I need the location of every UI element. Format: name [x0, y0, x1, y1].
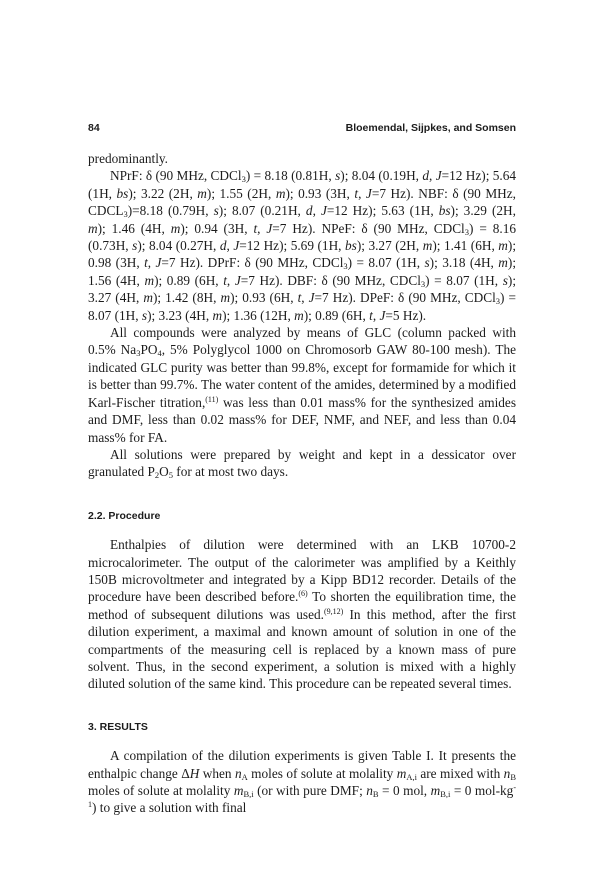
section-heading-results: 3. RESULTS	[88, 720, 148, 733]
page-body	[88, 150, 516, 817]
page-number: 84	[88, 122, 100, 134]
paragraph-nmr-data: NPrF: δ (90 MHz, CDCl$_3$) = 8.18 (0.81H, s); 8.04 (0.19H, d, J=12 Hz); 5.64 (1H, bs); 3.22 (2H, m); 1.55 (2H, m); 0.93 (3H, t, J=7 Hz). NBF: δ (90 MHz, $CDCL_3)=8.18$ (0.79H, s); 8.07 (0.21H, d, J=12 Hz); 5.63 (1H, bs); 3.29 (2H, m); 1.46 (4H, m); 0.94 (3H, t, J=7 Hz). NPeF: δ (90 MHz, CDCl$_3$) = 8.16 (0.73H, s); 8.04 (0.27H, d, J=12 Hz); 5.69 (1H, bs); 3.27 (2H, m); 1.41 (6H, m); 0.98 (3H, t, J=7 Hz). DPrF: δ (90 MHz, CDCl$_3$) = 8.07 (1H, s); 3.18 (4H, m); 1.56 (4H, m); 0.89 (6H, t, J=7 Hz). DBF: δ (90 MHz, CDCl$_3$) = 8.07 (1H, s); 3.27 (4H, m); 1.42 (8H, m); 0.93 (6H, t, J=7 Hz). DPeF: δ (90 MHz, CDCl$_3$) = 8.07 (1H, s); 3.23 (4H, m); 1.36 (12H, m); 0.89 (6H, t, J=5 Hz).	[88, 168, 517, 323]
paragraph-solutions: All solutions were prepared by weight and kept in a dessicator over granulated $P_2O_5$ for at most two days.	[88, 446, 516, 481]
paragraph-results: A compilation of the dilution experiments is given Table I. It presents the enthalpic change ΔH when $n_A$ moles of solute at molality $m_{A,i}$ are mixed with $n_B$ moles of solute at molality $m_{B,i}$ (or with pure DMF; $n_B = 0$ mol, $m_{B,i} = 0$ mol-$kg^{-1}$) to give a solution with final	[88, 748, 516, 816]
paragraph-procedure: Enthalpies of dilution were determined with an LKB 10700-2 microcalorimeter. The output of the calorimeter was amplified by a Keithly 150B microvoltmeter and integrated by a Kipp BD12 recorder. Details of the procedure have been described before.$^{(6)}$ To shorten the equilibration time, the method of subsequent dilutions was used.$^{(9,12)}$ In this method, after the first dilution experiment, a maximal and known amount of solution in one of the compartments of the measuring cell is replaced by a known mass of pure solvent. Thus, in the second experiment, a solution is mixed with a highly diluted solution of the same kind. This procedure can be repeated several times.	[88, 537, 516, 692]
running-head-authors: Bloemendal, Sijpkes, and Somsen	[345, 122, 516, 134]
section-heading-procedure: 2.2. Procedure	[88, 509, 161, 522]
running-head	[88, 122, 516, 134]
paragraph-glc-analysis: All compounds were analyzed by means of GLC (column packed with 0.5% $Na_3PO_4$, 5% Polyglycol 1000 on Chromosorb GAW 80-100 mesh). The indicated GLC purity was better than 99.8%, except for formamide for which it is better than 99.7%. The water content of the amides, determined by a modified Karl-Fischer titration,$^{(11)}$ was less than 0.01 mass% for the synthesized amides and DMF, less than 0.02 mass% for DEF, NMF, and NEF, and less than 0.04 mass% for FA.	[88, 325, 517, 445]
paragraph-continuation: predominantly.	[88, 151, 169, 166]
